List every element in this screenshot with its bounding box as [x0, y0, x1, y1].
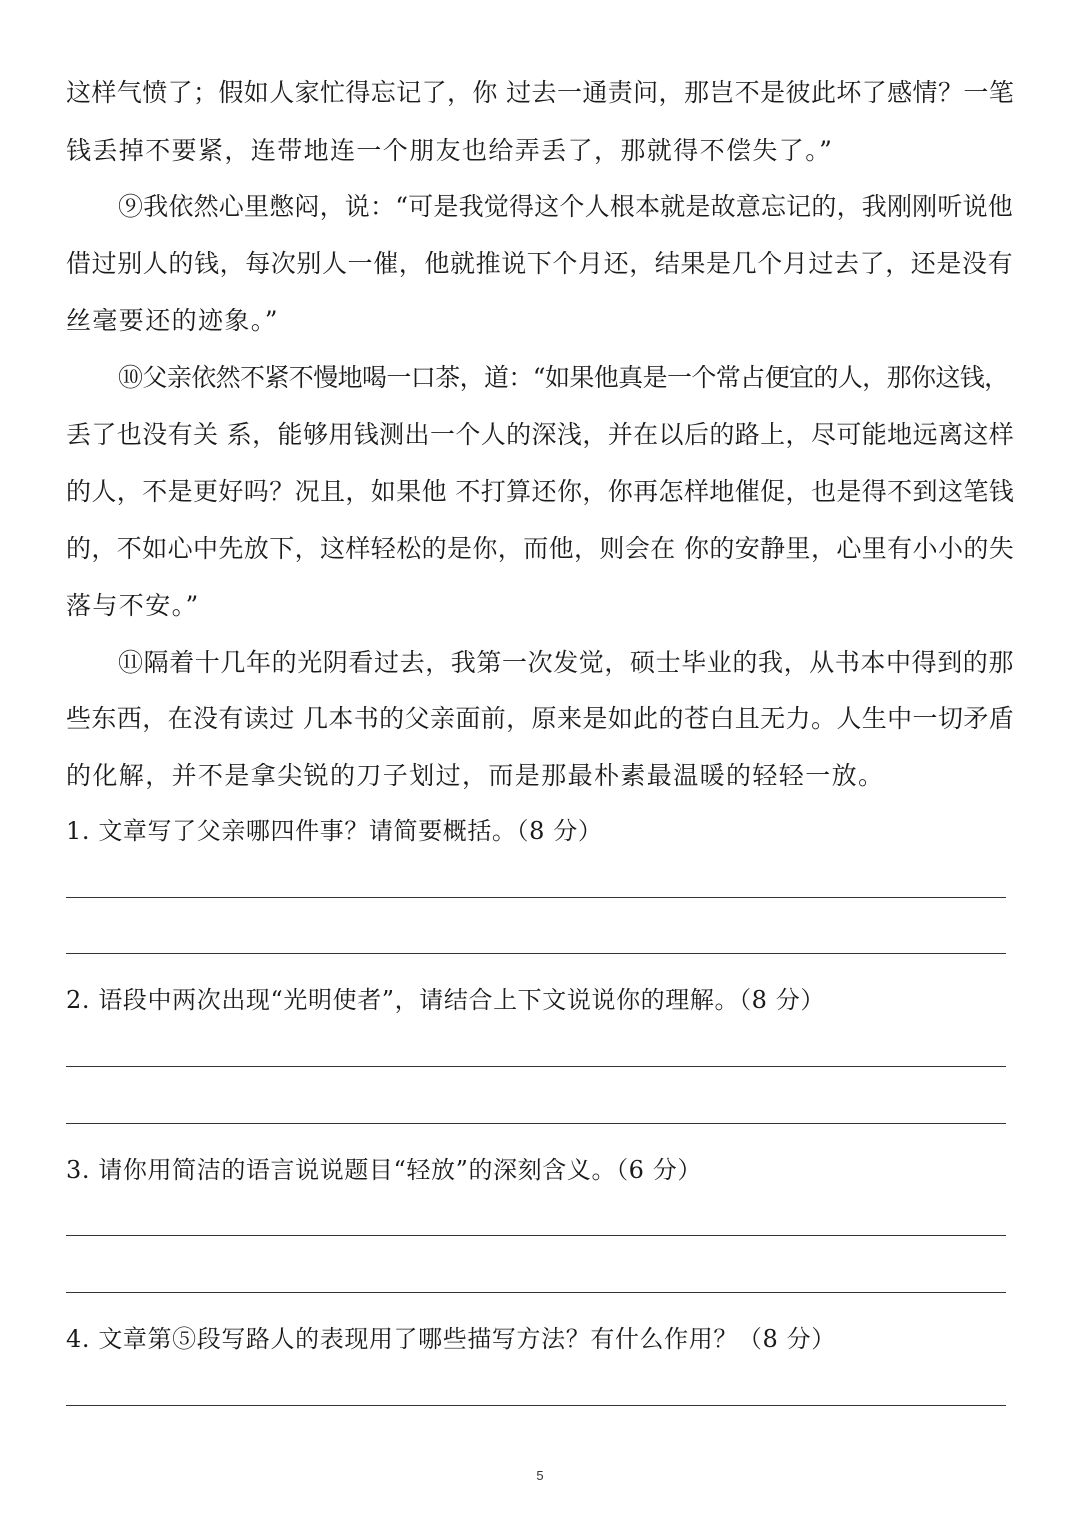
answer-line[interactable] [66, 1292, 1006, 1293]
passage-line: 丢了也没有关 系，能够用钱测出一个人的深浅，并在以后的路上，尽可能地远离这样 [66, 420, 1015, 449]
answer-line[interactable] [66, 1123, 1006, 1124]
answer-line[interactable] [66, 1235, 1006, 1236]
passage-line: 钱丢掉不要紧，连带地连一个朋友也给弄丢了，那就得不偿失了。” [66, 136, 834, 165]
question-3: 3. 请你用简洁的语言说说题目“轻放”的深刻含义。（6 分） [66, 1156, 702, 1184]
question-4: 4. 文章第⑤段写路人的表现用了哪些描写方法？有什么作用？（8 分） [66, 1325, 836, 1353]
passage-line: 这样气愤了；假如人家忙得忘记了，你 过去一通责问，那岂不是彼此坏了感情？一笔 [66, 78, 1015, 107]
answer-line[interactable] [66, 953, 1006, 954]
question-1: 1. 文章写了父亲哪四件事？请简要概括。（8 分） [66, 817, 603, 845]
passage-line: 的人，不是更好吗？况且，如果他 不打算还你，你再怎样地催促，也是得不到这笔钱 [66, 477, 1015, 506]
question-2: 2. 语段中两次出现“光明使者”，请结合上下文说说你的理解。（8 分） [66, 986, 825, 1014]
passage-line: 些东西，在没有读过 几本书的父亲面前，原来是如此的苍白且无力。人生中一切矛盾 [66, 704, 1015, 733]
answer-line[interactable] [66, 1405, 1006, 1406]
passage-line: 借过别人的钱，每次别人一催，他就推说下个月还，结果是几个月过去了，还是没有 [66, 249, 1014, 278]
answer-line[interactable] [66, 897, 1006, 898]
passage-line: 落与不安。” [66, 591, 200, 620]
passage-line: 的化解，并不是拿尖锐的刀子划过，而是那最朴素最温暖的轻轻一放。 [66, 761, 885, 790]
passage-line: ⑪隔着十几年的光阴看过去，我第一次发觉，硕士毕业的我，从书本中得到的那 [118, 648, 1015, 677]
page-number: 5 [536, 1468, 544, 1483]
answer-line[interactable] [66, 1066, 1006, 1067]
passage-line: 丝毫要还的迹象。” [66, 306, 279, 335]
passage-line: ⑩父亲依然不紧不慢地喝一口茶，道：“如果他真是一个常占便宜的人，那你这钱， [118, 363, 1009, 392]
passage-line: 的，不如心中先放下，这样轻松的是你，而他，则会在 你的安静里，心里有小小的失 [66, 534, 1015, 563]
passage-line: ⑨我依然心里憋闷，说：“可是我觉得这个人根本就是故意忘记的，我刚刚听说他 [118, 192, 1013, 221]
